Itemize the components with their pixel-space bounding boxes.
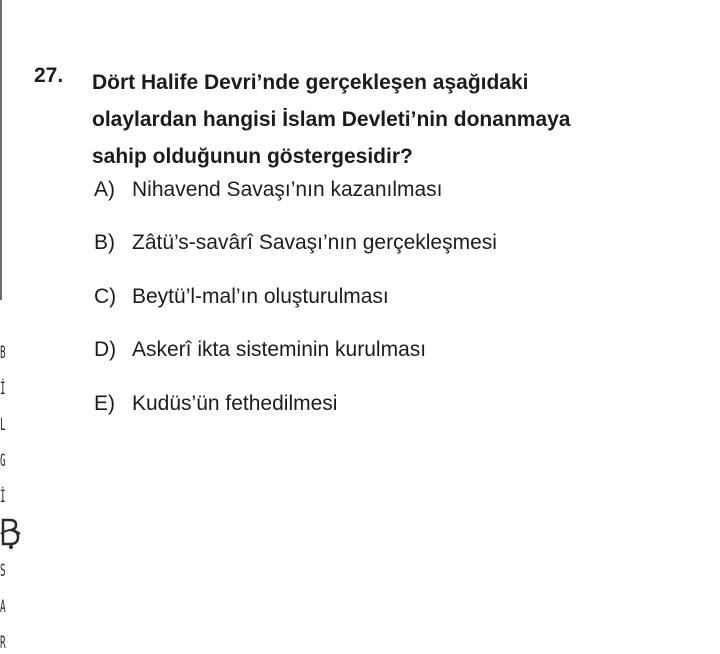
- margin-rule: [0, 0, 2, 300]
- option-letter: B): [94, 231, 115, 254]
- brand-logo-icon: [0, 516, 22, 550]
- question-stem: [92, 64, 692, 175]
- option-text: Beytü’l-mal’ın oluşturulması: [132, 285, 389, 308]
- option-c[interactable]: [94, 285, 389, 309]
- brand-letter: G: [0, 451, 6, 471]
- option-letter: E): [94, 392, 115, 415]
- option-e[interactable]: [94, 392, 337, 416]
- question-number: 27.: [34, 64, 64, 87]
- question-stem-line: Dört Halife Devri’nde gerçekleşen aşağıdaki: [92, 71, 529, 94]
- side-brand: [0, 340, 24, 654]
- question-stem-line: olaylardan hangisi İslam Devleti’nin donanmaya: [92, 108, 571, 131]
- option-letter: C): [94, 285, 117, 308]
- brand-letter: R: [0, 633, 6, 653]
- brand-letter: A: [0, 597, 6, 617]
- option-d[interactable]: [94, 338, 426, 362]
- option-letter: D): [94, 338, 117, 361]
- brand-letter: İ: [0, 379, 6, 399]
- option-text: Kudüs’ün fethedilmesi: [132, 392, 338, 415]
- brand-letter: İ: [0, 487, 6, 507]
- option-a[interactable]: [94, 178, 443, 202]
- option-text: Askerî ikta sisteminin kurulması: [132, 338, 427, 361]
- brand-letter: B: [0, 343, 6, 363]
- option-text: Nihavend Savaşı’nın kazanılması: [132, 178, 443, 201]
- option-b[interactable]: [94, 231, 497, 255]
- option-letter: A): [94, 178, 115, 201]
- brand-letter: L: [0, 415, 6, 435]
- option-text: Zâtü’s-savârî Savaşı’nın gerçekleşmesi: [132, 231, 497, 254]
- brand-letter: S: [0, 561, 6, 581]
- question-stem-line: sahip olduğunun göstergesidir?: [92, 145, 413, 168]
